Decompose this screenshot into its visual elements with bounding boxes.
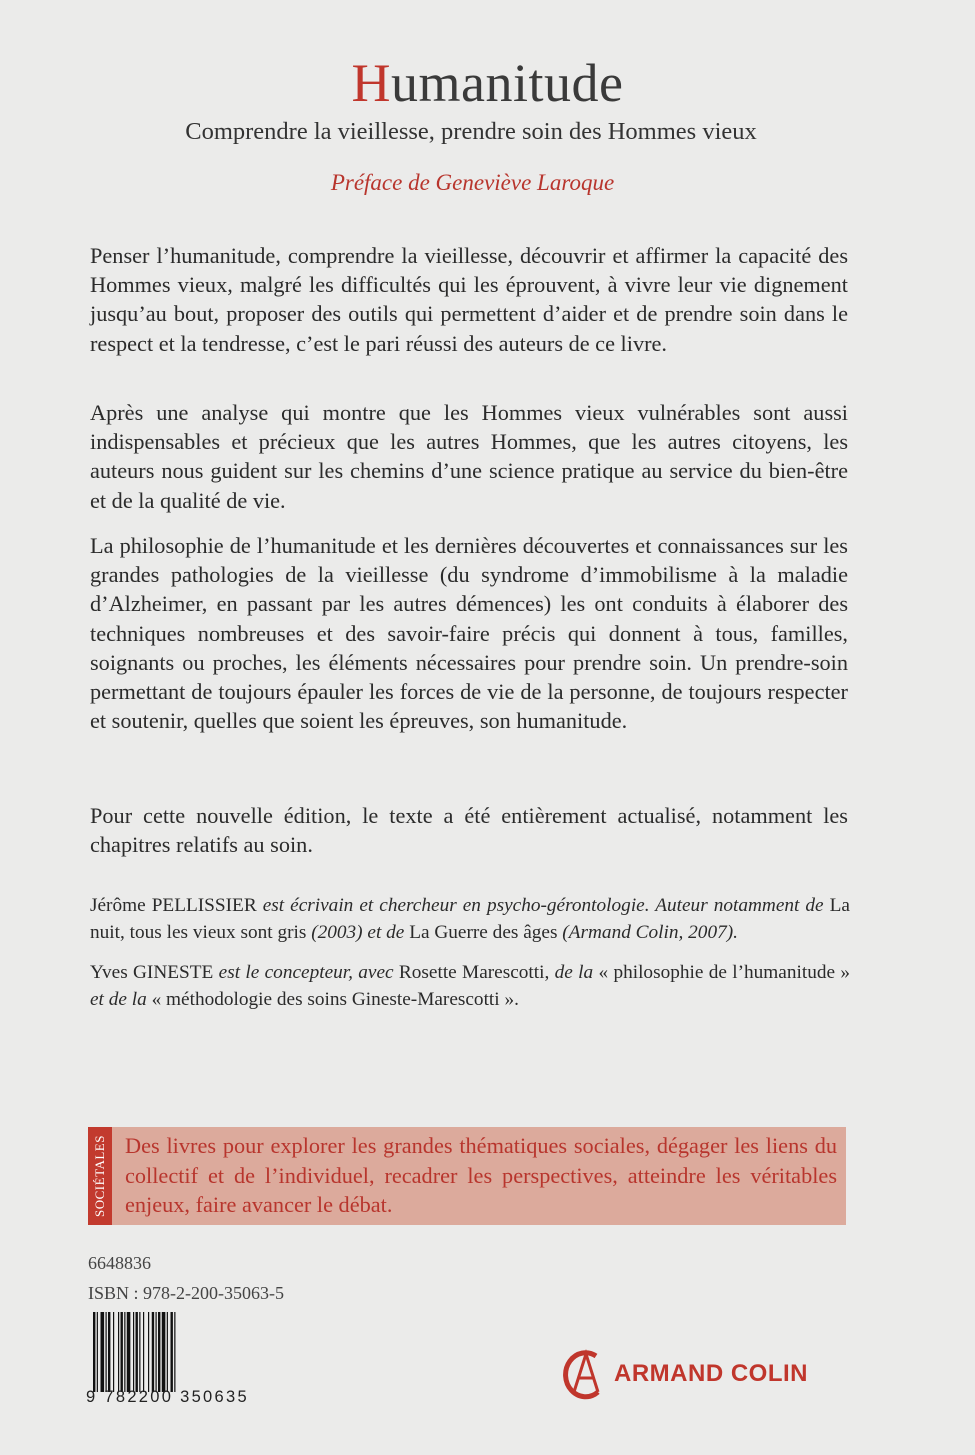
series-box [88, 1127, 846, 1225]
book-title [0, 52, 975, 114]
title-initial: H [351, 53, 392, 113]
publisher-monogram-icon [560, 1348, 606, 1400]
barcode-bar [139, 1312, 140, 1392]
barcode-bar [136, 1312, 138, 1392]
bio-text: est écrivain et chercheur en psycho-gérontologie. Auteur notamment de [262, 895, 830, 916]
barcode-bar [113, 1312, 114, 1392]
blurb-paragraph: Pour cette nouvelle édition, le texte a été entièrement actualisé, notamment les chapitres relatifs au soin. [90, 803, 848, 858]
barcode-bar [121, 1312, 123, 1392]
bio-text: (2003) et de [311, 922, 410, 943]
barcode-bar [106, 1312, 107, 1392]
author-bio-pellissier [90, 892, 850, 946]
barcode-bar [143, 1312, 144, 1392]
bio-text: et de la [90, 989, 152, 1010]
barcode-bar [167, 1312, 168, 1392]
blurb-paragraph: La philosophie de l’humanitude et les dernières découvertes et connaissances sur les grandes pathologies de la vieillesse (du syndrome d’immobilisme à la maladie d’Alzheimer, en passant par les autres démences) les ont conduits à élaborer des techniques nombreuses et des savoir-faire précis qui donnent à tous, familles, soignants ou proches, les éléments nécessaires pour prendre soin. Un prendre-soin permettant de toujours épauler les forces de vie de la personne, de toujours respecter et soutenir, quelles que soient les épreuves, son humanitude. [90, 533, 848, 734]
barcode-bar [127, 1312, 131, 1392]
barcode-bar [97, 1312, 98, 1392]
barcode-bar [174, 1312, 175, 1392]
bio-text: est le concepteur, avec [218, 962, 399, 983]
publisher-logo [560, 1348, 808, 1400]
barcode-bar [133, 1312, 134, 1392]
series-tab [88, 1127, 112, 1225]
barcode-bar [148, 1312, 149, 1392]
bio-text: La nuit, tous les vieux sont gris [90, 895, 850, 943]
barcode-bar [118, 1312, 119, 1392]
bio-text: (Armand Colin, 2007). [562, 922, 738, 943]
barcode [93, 1312, 205, 1392]
isbn: ISBN : 978-2-200-35063-5 [88, 1283, 284, 1303]
series-label: SOCIÉTALES [92, 1135, 107, 1217]
barcode-bar [124, 1312, 125, 1392]
blurb-paragraph: Penser l’humanitude, comprendre la vieillesse, découvrir et affirmer la capacité des Hommes vieux, malgré les difficultés qui les éprouvent, à vivre leur vie dignement jusqu’au bout, proposer des outils qui permettent d’aider et de prendre soin dans le respect et la tendresse, c’est le pari réussi des auteurs de ce livre. [90, 243, 848, 356]
bio-text: « méthodologie des soins Gineste-Marescotti ». [151, 989, 519, 1010]
title-rest: umanitude [391, 53, 624, 113]
barcode-bar [156, 1312, 157, 1392]
barcode-bar [101, 1312, 105, 1392]
barcode-bar [108, 1312, 110, 1392]
barcode-bar [162, 1312, 166, 1392]
bio-text: « philosophie de l’humanitude » [598, 962, 851, 983]
bio-text: de la [554, 962, 599, 983]
product-code: 6648836 [88, 1253, 151, 1273]
preface-credit: Préface de Geneviève Laroque [330, 170, 615, 195]
bio-text: Jérôme PELLISSIER [90, 895, 263, 916]
bio-text: Rosette Marescotti, [398, 962, 555, 983]
bio-text: Yves GINESTE [90, 962, 219, 983]
barcode-bar [171, 1312, 173, 1392]
publisher-name: ARMAND COLIN [614, 1360, 808, 1387]
series-description: Des livres pour explorer les grandes thématiques sociales, dégager les liens du collectif et de l’individuel, recadrer les perspectives, atteindre les véritables enjeux, faire avancer le débat. [125, 1133, 837, 1217]
barcode-bar [152, 1312, 154, 1392]
barcode-bar [158, 1312, 160, 1392]
bio-text: La Guerre des âges [409, 922, 563, 943]
blurb-paragraph: Après une analyse qui montre que les Hommes vieux vulnérables sont aussi indispensables et précieux que les autres Hommes, que les autres citoyens, les auteurs nous guident sur les chemins d’une science pratique au service du bien-être et de la qualité de vie. [90, 400, 848, 513]
barcode-digits: 9 782200 350635 [86, 1388, 249, 1406]
book-subtitle: Comprendre la vieillesse, prendre soin des Hommes vieux [185, 118, 757, 145]
barcode-bar [93, 1312, 95, 1392]
author-bio-gineste [90, 959, 850, 1013]
